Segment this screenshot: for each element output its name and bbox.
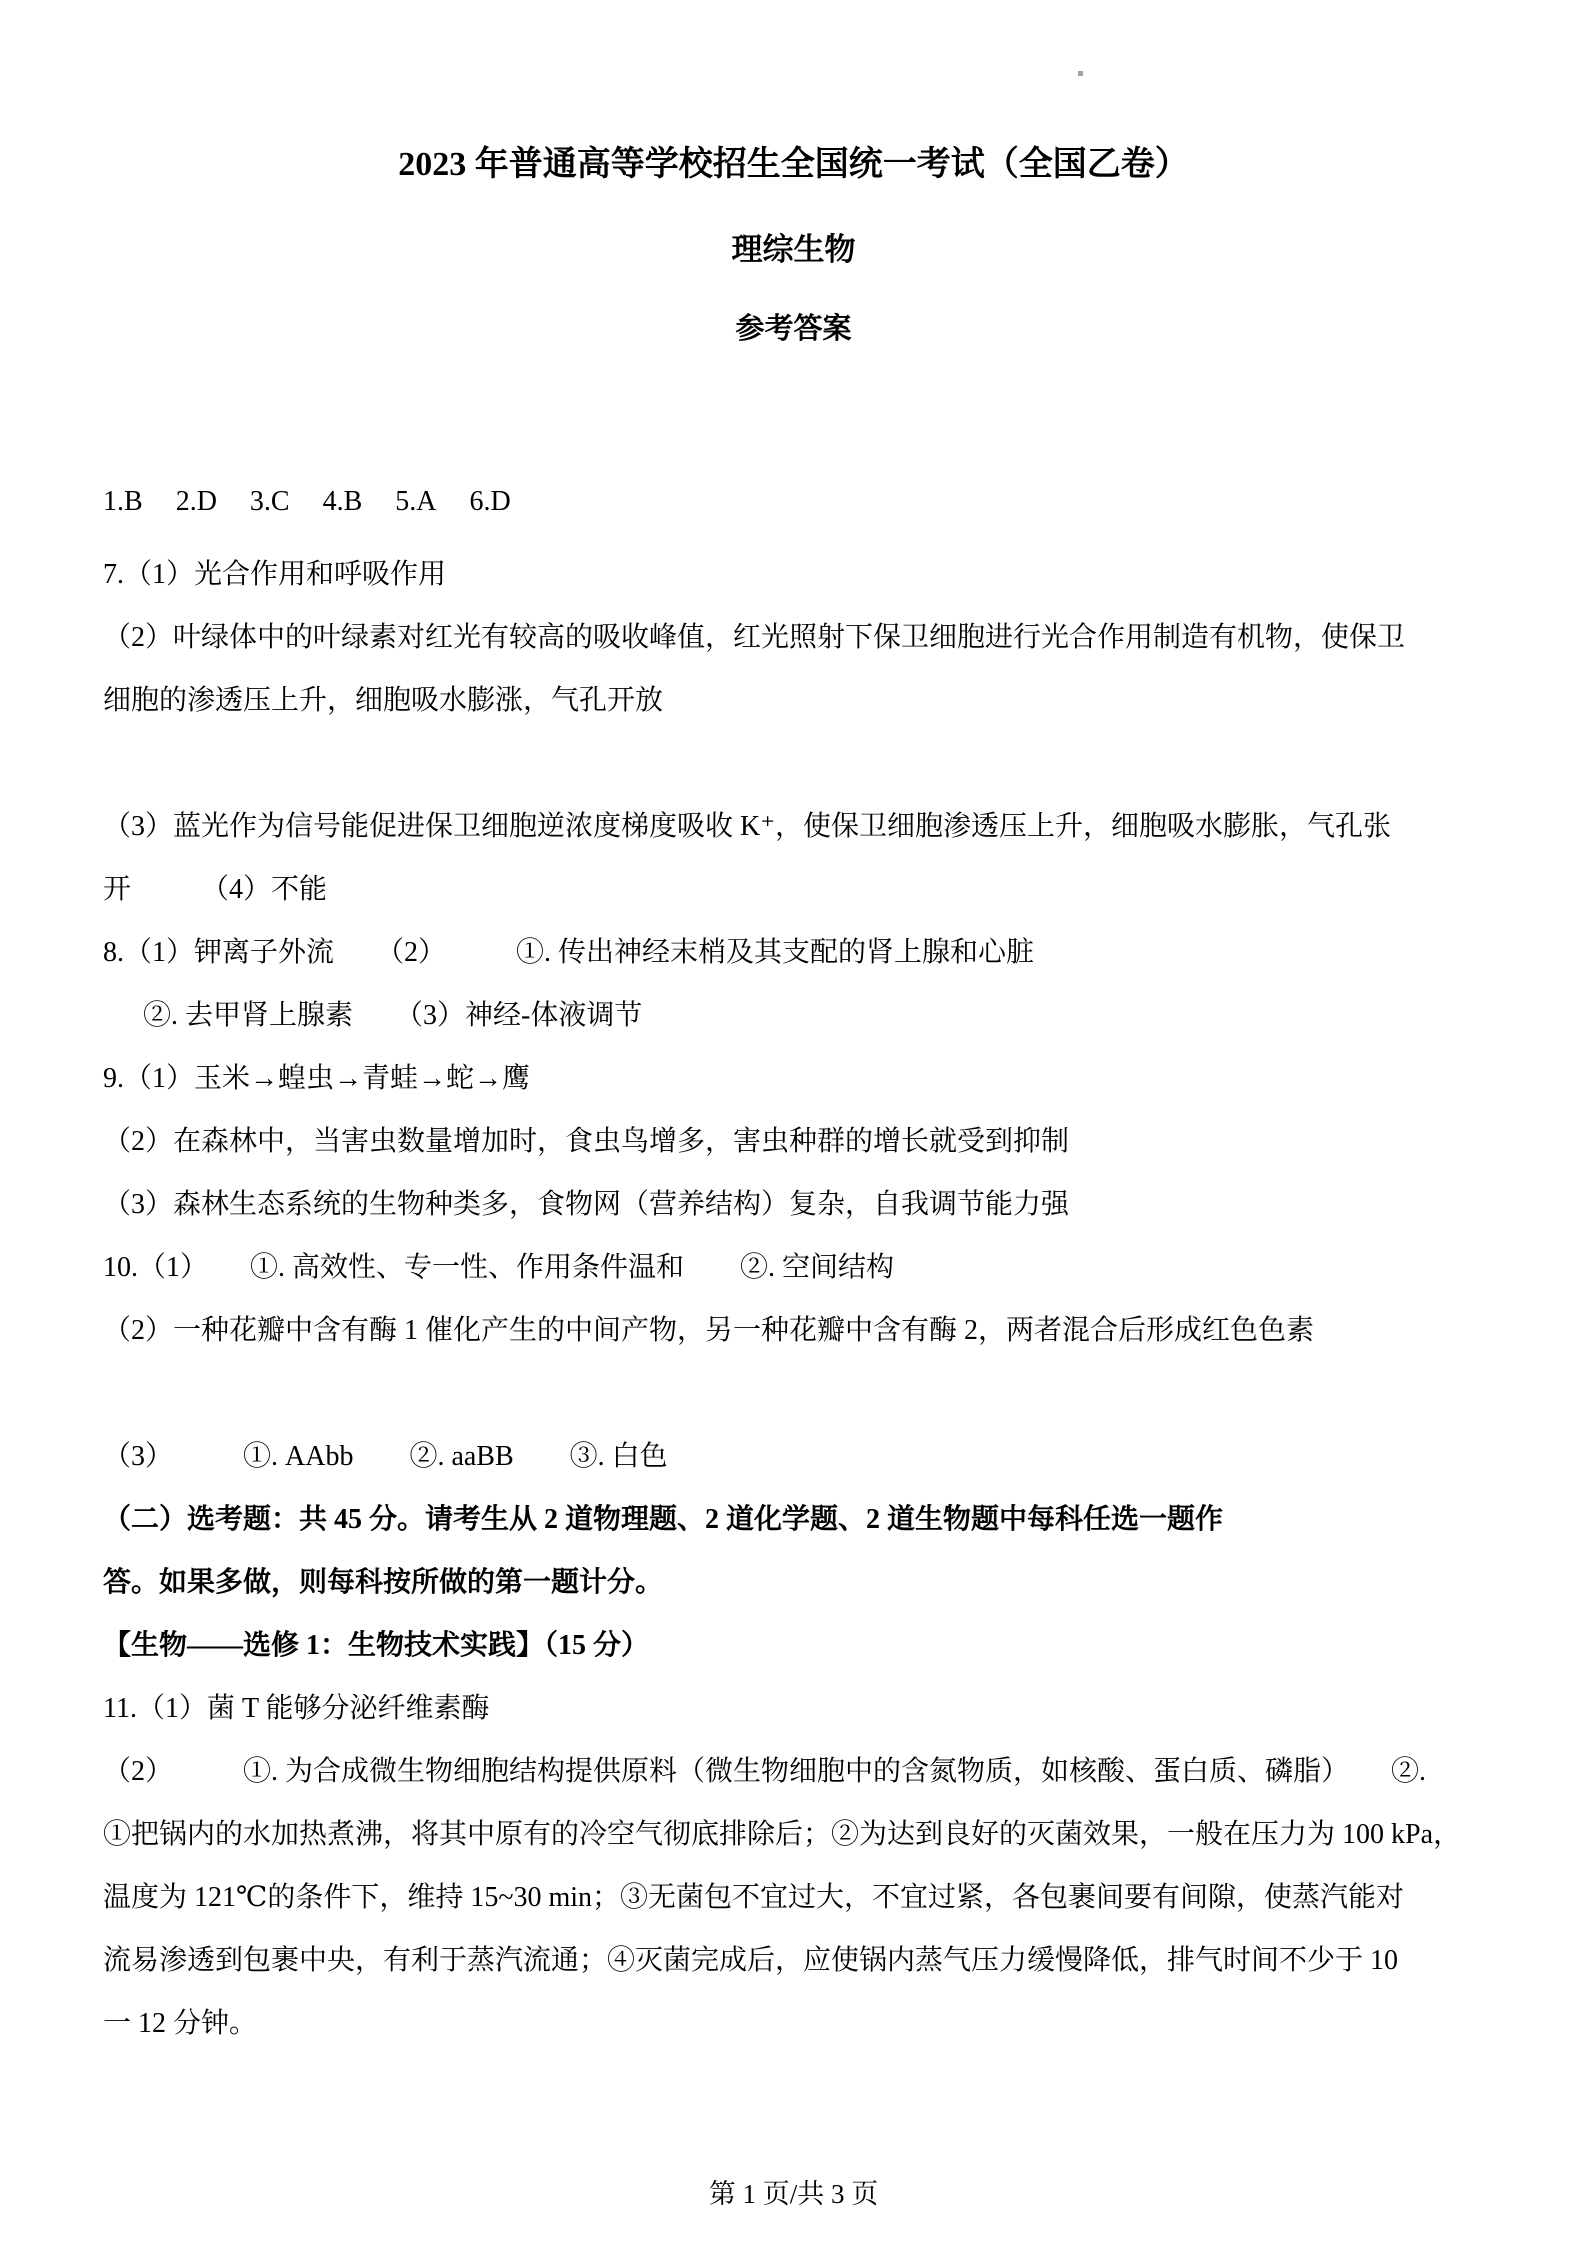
answer-line-q7-2a: （2）叶绿体中的叶绿素对红光有较高的吸收峰值，红光照射下保卫细胞进行光合作用制造有机物，使保卫 bbox=[103, 622, 1406, 653]
answer-line-q10-1: 10.（1） ①. 高效性、专一性、作用条件温和 ②. 空间结构 bbox=[103, 1252, 895, 1283]
elective-module-heading: 【生物——选修 1：生物技术实践】（15 分） bbox=[103, 1630, 650, 1661]
answer-line-q7-3b-4: 开 （4）不能 bbox=[103, 874, 328, 905]
answer-line-q7-1: 7.（1）光合作用和呼吸作用 bbox=[103, 559, 447, 590]
elective-section-note-a: （二）选考题：共 45 分。请考生从 2 道物理题、2 道化学题、2 道生物题中每科任选一题作 bbox=[103, 1504, 1224, 1535]
answer-line-q7-3a: （3）蓝光作为信号能促进保卫细胞逆浓度梯度吸收 K⁺，使保卫细胞渗透压上升，细胞吸水膨胀，气孔张 bbox=[103, 811, 1392, 842]
blank-line bbox=[103, 732, 1495, 795]
answer-line-q8-2b-3: ②. 去甲肾上腺素 （3）神经-体液调节 bbox=[143, 1000, 643, 1031]
elective-section-note-b: 答。如果多做，则每科按所做的第一题计分。 bbox=[103, 1567, 664, 1598]
answer-line-q9-2: （2）在森林中，当害虫数量增加时，食虫鸟增多，害虫种群的增长就受到抑制 bbox=[103, 1126, 1070, 1157]
answer-line-q11-2c: 温度为 121℃的条件下，维持 15~30 min；③无菌包不宜过大，不宜过紧，各包裹间要有间隙，使蒸汽能对 bbox=[103, 1882, 1405, 1913]
answer-line-q11-2b: ①把锅内的水加热煮沸，将其中原有的冷空气彻底排除后；②为达到良好的灭菌效果，一般在压力为 100 kPa， bbox=[103, 1819, 1462, 1850]
exam-subject: 理综生物 bbox=[731, 232, 856, 267]
exam-title: 2023 年普通高等学校招生全国统一考试（全国乙卷） bbox=[398, 146, 1189, 183]
page-number: 第 1 页/共 3 页 bbox=[708, 2179, 879, 2209]
choice-answer-5: 5.A bbox=[395, 486, 437, 517]
answer-line-q11-1: 11.（1）菌 T 能够分泌纤维素酶 bbox=[103, 1693, 490, 1724]
choice-answer-2: 2.D bbox=[175, 486, 217, 517]
choice-answer-4: 4.B bbox=[322, 486, 363, 517]
answer-key-heading: 参考答案 bbox=[735, 313, 852, 345]
multiple-choice-answers bbox=[103, 470, 1495, 533]
answer-line-q7-2b: 细胞的渗透压上升，细胞吸水膨涨，气孔开放 bbox=[103, 685, 664, 716]
choice-answer-3: 3.C bbox=[249, 486, 290, 517]
answer-line-q9-3: （3）森林生态系统的生物种类多，食物网（营养结构）复杂，自我调节能力强 bbox=[103, 1189, 1070, 1220]
answer-line-q10-3: （3） ①. AAbb ②. aaBB ③. 白色 bbox=[103, 1441, 668, 1472]
answer-line-q11-2d: 流易渗透到包裹中央，有利于蒸汽流通；④灭菌完成后，应使锅内蒸气压力缓慢降低，排气时间不少于 10 bbox=[103, 1945, 1399, 1976]
choice-answer-6: 6.D bbox=[469, 486, 511, 517]
scan-artifact-dot bbox=[1078, 71, 1083, 76]
answer-line-q8-1-2: 8.（1）钾离子外流 （2） ①. 传出神经末梢及其支配的肾上腺和心脏 bbox=[103, 937, 1035, 968]
blank-line bbox=[103, 1362, 1495, 1425]
answer-line-q10-2: （2）一种花瓣中含有酶 1 催化产生的中间产物，另一种花瓣中含有酶 2，两者混合后形成红色色素 bbox=[103, 1315, 1315, 1346]
choice-answer-1: 1.B bbox=[103, 486, 143, 517]
answer-line-q11-2a: （2） ①. 为合成微生物细胞结构提供原料（微生物细胞中的含氮物质，如核酸、蛋白质、磷脂） ②. bbox=[103, 1756, 1427, 1787]
answer-body bbox=[103, 470, 1495, 2055]
answer-line-q9-1: 9.（1）玉米→蝗虫→青蛙→蛇→鹰 bbox=[103, 1063, 531, 1094]
answer-line-q11-2e: 一 12 分钟。 bbox=[103, 2008, 258, 2039]
